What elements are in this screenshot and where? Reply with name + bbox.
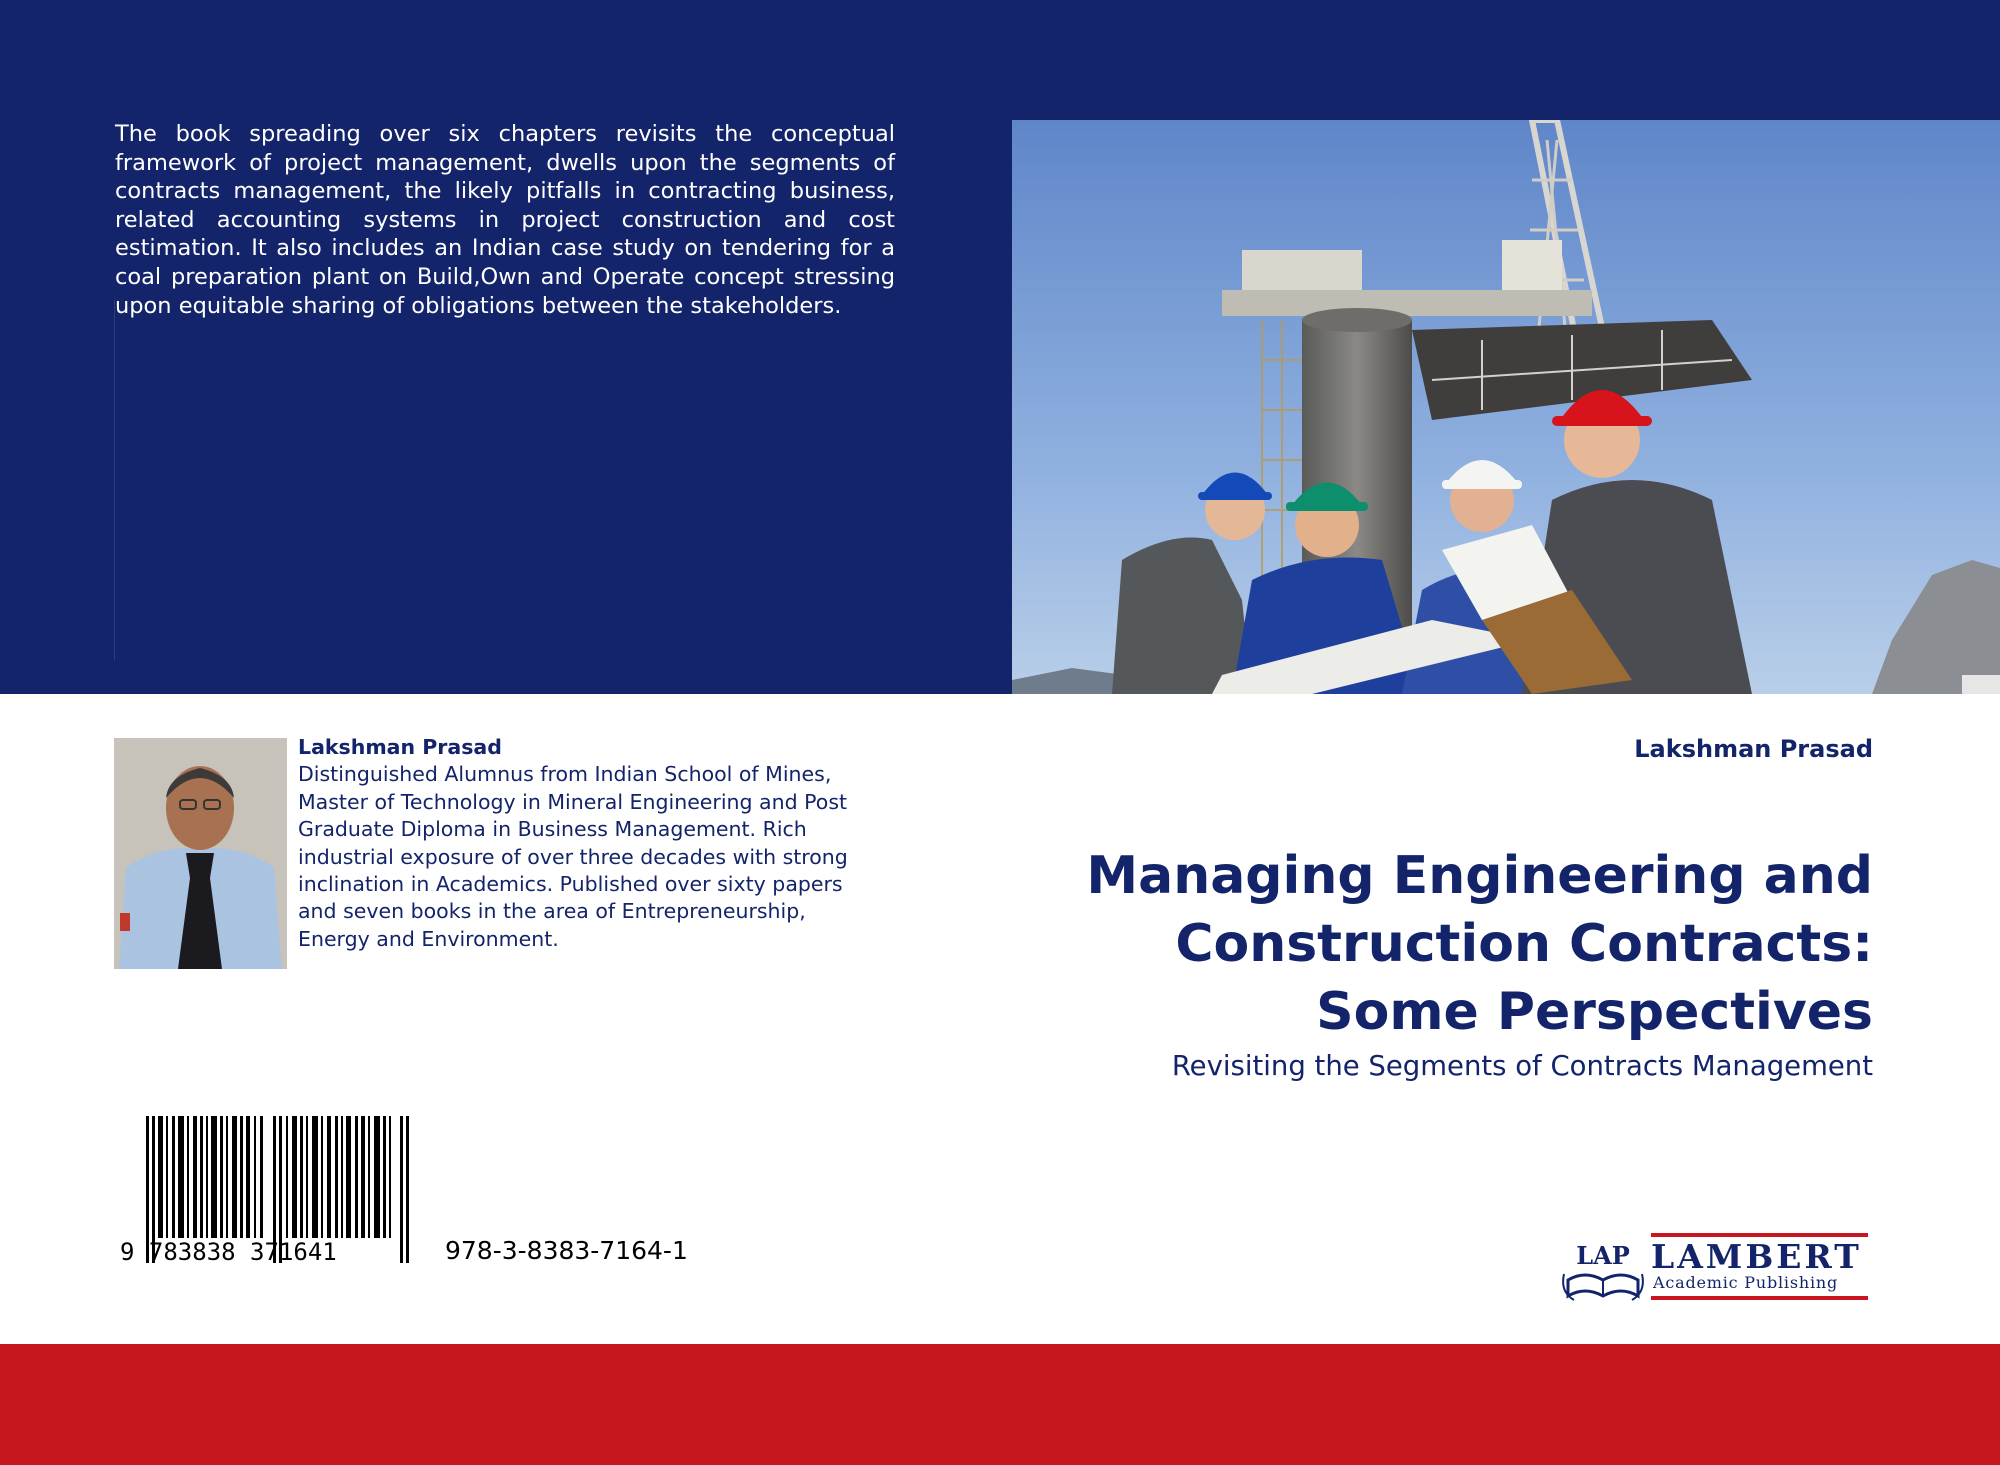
lap-book-emblem-icon [1560, 1234, 1646, 1304]
title-line: Managing Engineering and [1086, 846, 1873, 906]
isbn-number: 978-3-8383-7164-1 [445, 1236, 688, 1265]
book-subtitle: Revisiting the Segments of Contracts Management [1171, 1050, 1873, 1082]
author-bio-text: Distinguished Alumnus from Indian School of Mines, Master of Technology in Mineral Engineering and Post Graduate Diploma in Business Management. Rich industrial exposure of over three decades with strong inclination in Academics. Published over sixty papers and seven books in the area of Entrepreneurship, Energy and Environment. [298, 762, 848, 951]
front-cover-author: Lakshman Prasad [1634, 735, 1873, 763]
author-bio [298, 734, 878, 953]
title-line: Construction Contracts: [1175, 914, 1873, 974]
divider-line [114, 300, 115, 660]
publisher-tagline: Academic Publishing [1653, 1273, 1839, 1292]
author-bio-name: Lakshman Prasad [298, 735, 502, 759]
back-cover-blurb: The book spreading over six chapters revisits the conceptual framework of project management, dwells upon the segments of contracts management, the likely pitfalls in contracting business, related accounting systems in project construction and cost estimation. It also includes an Indian case study on tendering for a coal preparation plant on Build,Own and Operate concept stressing upon equitable sharing of obligations between the stakeholders. [115, 121, 895, 319]
emblem-text: LAP [1576, 1241, 1630, 1270]
cover-photo-engineers-oil-rig [1012, 120, 2000, 694]
title-line: Some Perspectives [1316, 982, 1873, 1042]
publisher-name: LAMBERT [1651, 1237, 1862, 1276]
author-portrait [114, 738, 287, 969]
bottom-red-band [0, 1344, 2000, 1465]
logo-rule-bottom [1651, 1296, 1868, 1300]
publisher-logo [1560, 1234, 1880, 1304]
barcode-digits: 9 783838 371641 [120, 1238, 337, 1266]
book-title [873, 842, 1873, 1046]
